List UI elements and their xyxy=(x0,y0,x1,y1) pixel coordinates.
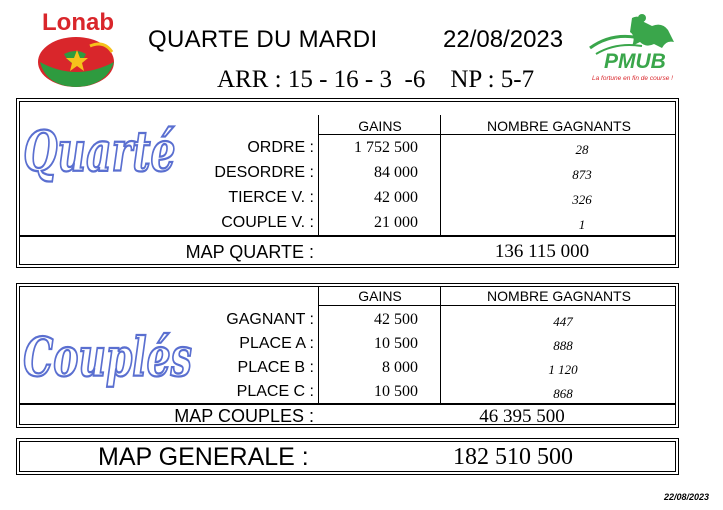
pmub-logo xyxy=(582,12,682,84)
couples-row-gain: 10 500 xyxy=(374,335,418,352)
couples-row-gain: 42 500 xyxy=(374,311,418,328)
page-title: QUARTE DU MARDI xyxy=(148,26,378,53)
svg-text:Couplés: Couplés xyxy=(23,325,192,388)
lonab-logo xyxy=(34,8,134,90)
map-couples-label: MAP COUPLES : xyxy=(174,406,314,426)
couples-row-label: GAGNANT : xyxy=(226,311,314,328)
couples-section-title xyxy=(20,304,192,400)
quarte-row-gagnants: 326 xyxy=(572,192,592,207)
couples-col-divider-1 xyxy=(318,286,319,403)
quarte-map-divider xyxy=(19,235,676,237)
map-couples-value: 46 395 500 xyxy=(479,406,565,427)
couples-row-label: PLACE B : xyxy=(237,359,314,376)
couples-col-gains: GAINS xyxy=(358,288,402,304)
quarte-col-gains: GAINS xyxy=(358,118,402,134)
quarte-row-label: DESORDRE : xyxy=(214,164,314,181)
couples-col-divider-2 xyxy=(440,286,441,403)
arrivee-line: ARR : 15 - 16 - 3 -6 NP : 5-7 xyxy=(217,66,535,93)
quarte-row-gain: 42 000 xyxy=(374,189,418,206)
map-quarte-value: 136 115 000 xyxy=(494,241,590,262)
quarte-header-underline xyxy=(318,134,676,135)
map-generale-value: 182 510 500 xyxy=(453,444,573,470)
couples-row-label: PLACE A : xyxy=(239,335,314,352)
svg-text:La fortune en fin de course !: La fortune en fin de course ! xyxy=(592,75,673,82)
couples-map-divider xyxy=(19,403,676,405)
quarte-row-gain: 1 752 500 xyxy=(354,139,418,156)
couples-row-label: PLACE C : xyxy=(236,383,314,400)
map-quarte-label: MAP QUARTE : xyxy=(185,242,314,262)
quarte-row-label: TIERCE V. : xyxy=(228,189,314,206)
quarte-col-gagnants: NOMBRE GAGNANTS xyxy=(487,118,631,134)
quarte-section-title xyxy=(20,104,176,194)
quarte-row-gain: 84 000 xyxy=(374,164,418,181)
couples-row-gagnants: 447 xyxy=(553,314,573,329)
quarte-row-label: ORDRE : xyxy=(247,139,314,156)
quarte-col-divider-1 xyxy=(318,115,319,235)
quarte-row-label: COUPLE V. : xyxy=(221,214,314,231)
couples-row-gain: 8 000 xyxy=(382,359,418,376)
couples-row-gagnants: 888 xyxy=(553,338,573,353)
svg-text:Quarté: Quarté xyxy=(23,120,176,185)
footer-date: 22/08/2023 xyxy=(663,492,709,502)
quarte-row-gagnants: 1 xyxy=(578,217,586,232)
couples-row-gagnants: 868 xyxy=(553,386,573,401)
header-date: 22/08/2023 xyxy=(443,26,564,53)
couples-row-gagnants: 1 120 xyxy=(548,362,578,377)
quarte-row-gain: 21 000 xyxy=(374,214,418,231)
couples-col-gagnants: NOMBRE GAGNANTS xyxy=(487,288,631,304)
quarte-col-divider-2 xyxy=(440,115,441,235)
svg-text:PMUB: PMUB xyxy=(604,50,666,73)
svg-text:Lonab: Lonab xyxy=(42,9,114,36)
map-generale-label: MAP GENERALE : xyxy=(98,443,309,471)
quarte-row-gagnants: 873 xyxy=(572,167,592,182)
quarte-row-gagnants: 28 xyxy=(575,142,589,157)
couples-header-underline xyxy=(318,305,676,306)
couples-row-gain: 10 500 xyxy=(374,383,418,400)
